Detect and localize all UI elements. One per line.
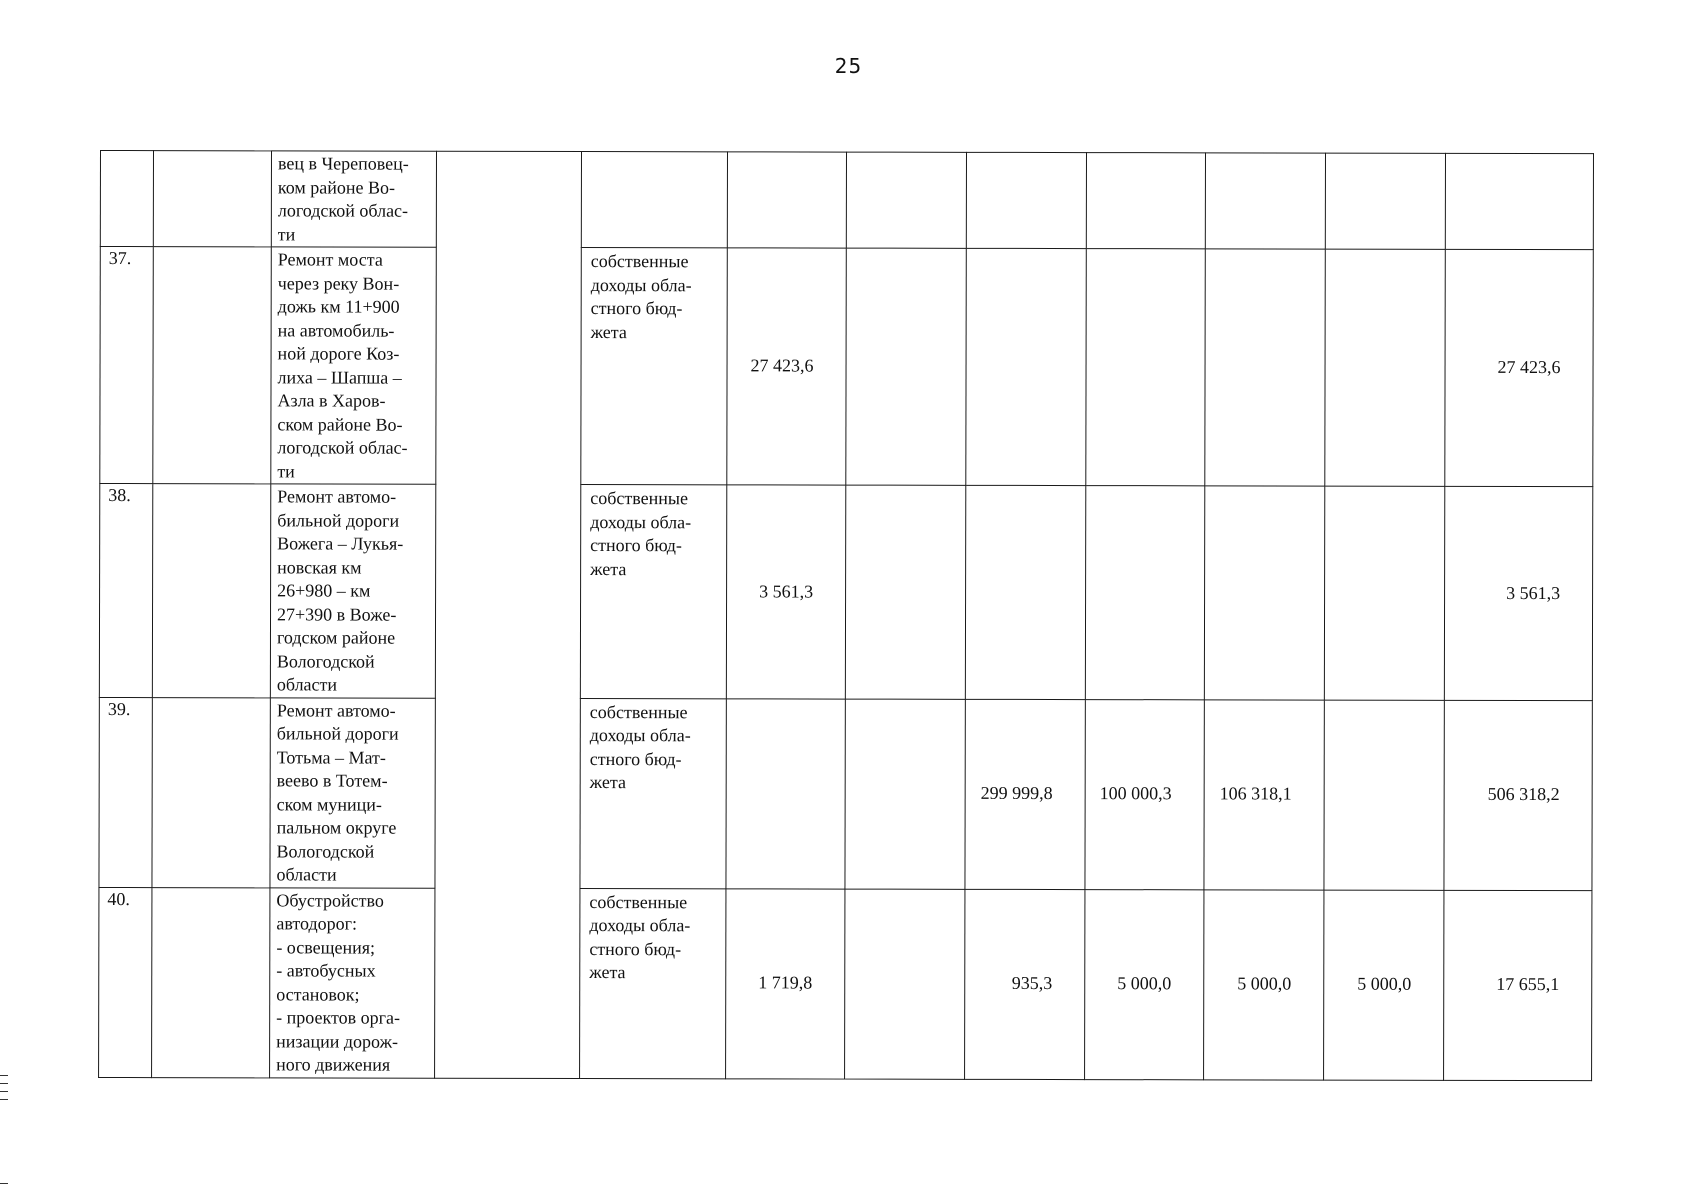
- value-cell: 1 719,8: [726, 888, 845, 1078]
- scan-edge-mark: [0, 1083, 8, 1084]
- value-cell: [1325, 153, 1445, 249]
- value-cell: [965, 485, 1085, 699]
- row-number-cell: 39.: [99, 697, 152, 887]
- value-cell: 5 000,0: [1085, 889, 1204, 1079]
- code-cell: [152, 887, 270, 1077]
- total-cell: 506 318,2: [1444, 700, 1592, 890]
- row-number-cell: [100, 151, 153, 247]
- table-row: [99, 484, 1592, 701]
- value-cell: [1204, 486, 1324, 700]
- value-cell: 935,3: [965, 889, 1085, 1079]
- value-cell: [846, 152, 966, 248]
- value-cell: [1325, 249, 1445, 486]
- budget-table: [98, 150, 1594, 1081]
- value-cell: [1086, 153, 1205, 249]
- table-row: [99, 887, 1592, 1080]
- page-number: 25: [834, 54, 863, 78]
- value-cell: [845, 699, 965, 889]
- value-cell: [1324, 486, 1444, 700]
- total-cell: [1445, 153, 1593, 249]
- row-number-cell: 37.: [100, 247, 153, 484]
- object-name-cell: Обустройство автодорог: - освещения; - автобусных остановок; - проектов орга- низации дорож- ного движения: [270, 887, 435, 1077]
- row-number-cell: 38.: [99, 484, 152, 698]
- value-cell: [1205, 249, 1325, 486]
- value-cell: 100 000,3: [1085, 699, 1204, 889]
- value-cell: 106 318,1: [1204, 699, 1324, 889]
- object-name-cell: Ремонт моста через реку Вон- дожь км 11+900 на автомобиль- ной дороге Коз- лиха – Шапша – Азла в Харов- ском районе Во- логодской облас- ти: [271, 247, 436, 484]
- object-name-cell: Ремонт автомо- бильной дороги Вожега – Лукья- новская км 26+980 – км 27+390 в Воже- годском районе Вологодской области: [270, 484, 435, 698]
- code-cell: [152, 697, 270, 887]
- value-cell: 299 999,8: [965, 699, 1085, 889]
- object-name-cell: вец в Череповец- ком районе Во- логодской облас- ти: [271, 151, 436, 247]
- funding-source-cell: [581, 152, 727, 248]
- total-cell: 17 655,1: [1444, 890, 1592, 1080]
- total-cell: 27 423,6: [1445, 249, 1593, 486]
- code-cell: [153, 247, 271, 484]
- table-row: [100, 151, 1593, 250]
- funding-source-cell: собственные доходы обла- стного бюд- жета: [580, 698, 726, 888]
- value-cell: [846, 248, 966, 485]
- row-number-cell: 40.: [99, 887, 152, 1077]
- funding-source-cell: собственные доходы обла- стного бюд- жета: [581, 248, 727, 485]
- code-cell: [153, 151, 271, 247]
- scan-edge-mark: [0, 1091, 8, 1092]
- scan-edge-mark: [0, 1099, 8, 1100]
- table-row: [100, 247, 1593, 487]
- value-cell: [966, 248, 1086, 485]
- value-cell: [966, 152, 1086, 248]
- value-cell: [727, 152, 846, 248]
- value-cell: 27 423,6: [727, 248, 846, 485]
- scan-edge-mark: [0, 1075, 8, 1076]
- value-cell: [1324, 700, 1444, 890]
- value-cell: 3 561,3: [726, 485, 845, 699]
- funding-source-cell: собственные доходы обла- стного бюд- жета: [580, 888, 726, 1078]
- value-cell: [845, 889, 965, 1079]
- object-name-cell: Ремонт автомо- бильной дороги Тотьма – Мат- веево в Тотем- ском муници- пальном округе Вологодской области: [270, 697, 435, 887]
- value-cell: [726, 698, 845, 888]
- table-row: [99, 697, 1592, 890]
- scan-edge-mark: [0, 1183, 8, 1184]
- value-cell: 5 000,0: [1204, 889, 1324, 1079]
- empty-merged-column: [435, 151, 582, 1078]
- value-cell: [1205, 153, 1325, 249]
- funding-source-cell: собственные доходы обла- стного бюд- жета: [580, 485, 726, 699]
- value-cell: 5 000,0: [1324, 890, 1444, 1080]
- value-cell: [845, 485, 965, 699]
- total-cell: 3 561,3: [1444, 486, 1592, 700]
- value-cell: [1086, 249, 1205, 486]
- value-cell: [1085, 486, 1204, 700]
- code-cell: [152, 484, 270, 698]
